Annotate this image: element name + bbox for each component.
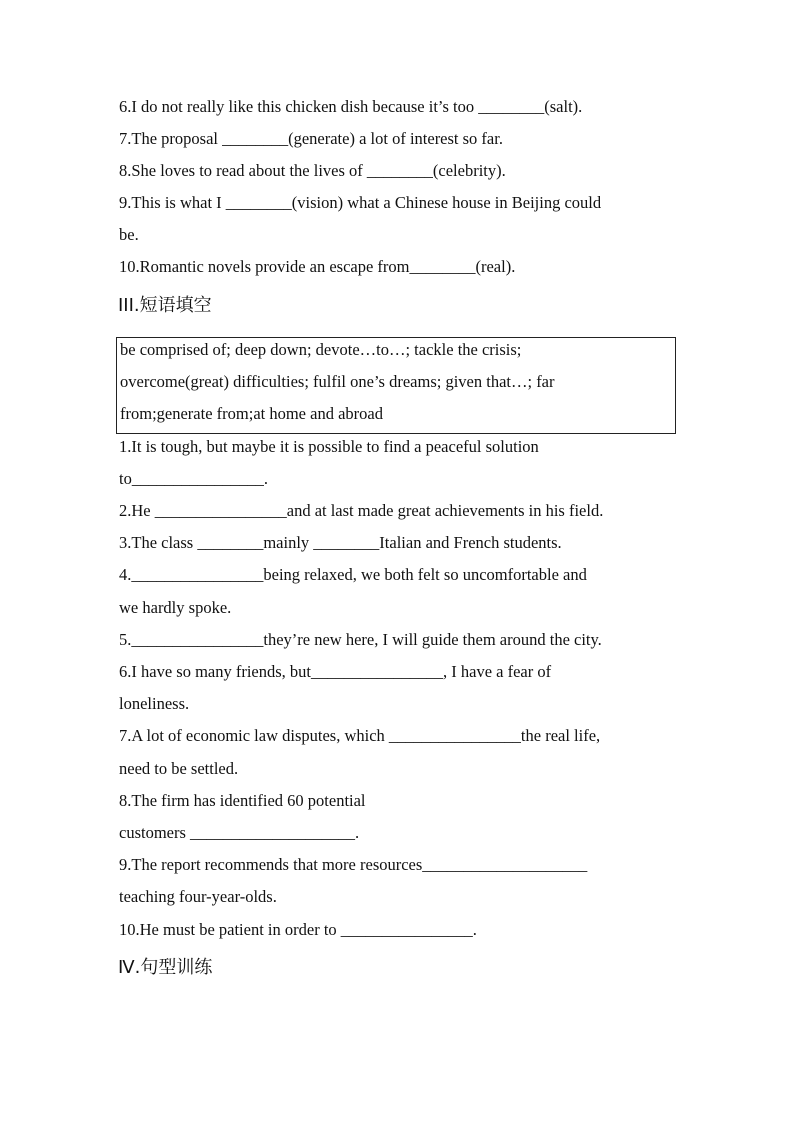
phrase-item-7: 7.A lot of economic law disputes, which ________________the real life, [119, 726, 601, 745]
phrase-box [116, 337, 676, 434]
phrase-item-3: 3.The class ________mainly ________Italian and French students. [119, 533, 562, 552]
phrase-item-7-continued: need to be settled. [119, 759, 239, 778]
phrase-box-line: from;generate from;at home and abroad [120, 404, 383, 423]
phrase-item-1-continued: to________________. [119, 469, 268, 488]
section-heading-phrase-fill: III.短语填空 [118, 295, 212, 316]
phrase-item-9: 9.The report recommends that more resources____________________ [119, 855, 588, 874]
exercise-item-8: 8.She loves to read about the lives of ________(celebrity). [119, 161, 506, 180]
phrase-item-4-continued: we hardly spoke. [119, 598, 232, 617]
section-heading-sentence-training: Ⅳ.句型训练 [118, 957, 213, 978]
phrase-item-10: 10.He must be patient in order to ________________. [119, 920, 477, 939]
phrase-item-8: 8.The firm has identified 60 potential [119, 791, 366, 810]
exercise-item-9-continued: be. [119, 225, 139, 244]
exercise-item-7: 7.The proposal ________(generate) a lot of interest so far. [119, 129, 503, 148]
phrase-item-4: 4.________________being relaxed, we both felt so uncomfortable and [119, 565, 587, 584]
phrase-item-6: 6.I have so many friends, but________________, I have a fear of [119, 662, 552, 681]
phrase-box-line: be comprised of; deep down; devote…to…; tackle the crisis; [120, 340, 522, 359]
phrase-item-5: 5.________________they’re new here, I will guide them around the city. [119, 630, 602, 649]
phrase-item-2: 2.He ________________and at last made great achievements in his field. [119, 501, 604, 520]
exercise-item-9: 9.This is what I ________(vision) what a Chinese house in Beijing could [119, 193, 602, 212]
phrase-item-9-continued: teaching four-year-olds. [119, 887, 277, 906]
exercise-item-6: 6.I do not really like this chicken dish because it’s too ________(salt). [119, 97, 583, 116]
phrase-item-8-continued: customers ____________________. [119, 823, 360, 842]
phrase-item-1: 1.It is tough, but maybe it is possible to find a peaceful solution [119, 437, 539, 456]
exercise-item-10: 10.Romantic novels provide an escape from________(real). [119, 257, 516, 276]
phrase-item-6-continued: loneliness. [119, 694, 190, 713]
phrase-box-line: overcome(great) difficulties; fulfil one’s dreams; given that…; far [120, 372, 555, 391]
